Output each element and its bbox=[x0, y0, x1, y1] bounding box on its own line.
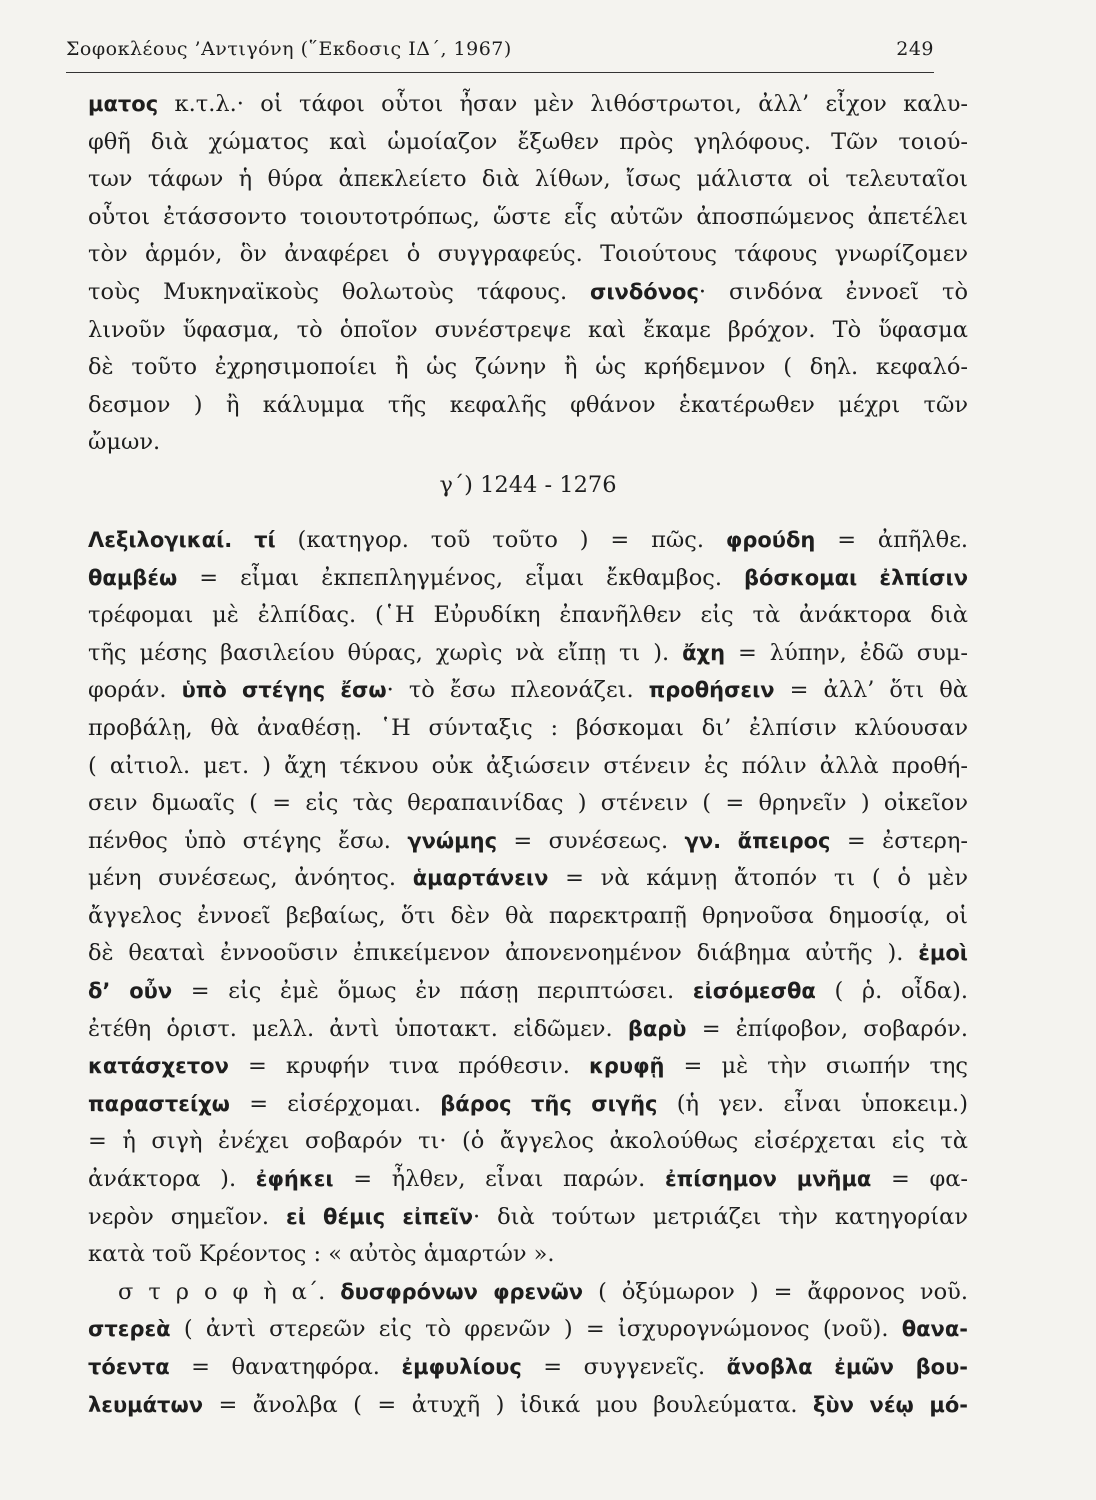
text-line: δ’ οὖν = εἰς ἐμὲ ὅμως ἐν πάσῃ περιπτώσει. εἰσόμεσθα ( ῥ. οἶδα). bbox=[88, 978, 968, 1005]
text-line: στερεὰ ( ἀντὶ στερεῶν εἰς τὸ φρενῶν ) = ἰσχυρογνώμονος (νοῦ). θανα- bbox=[88, 1316, 968, 1343]
lemma: τί bbox=[254, 527, 276, 552]
lemma: φρούδη bbox=[725, 527, 816, 552]
text-line: κατάσχετον = κρυφήν τινα πρόθεσιν. κρυφῇ = μὲ τὴν σιωπήν της bbox=[88, 1053, 968, 1080]
lemma: προθήσειν bbox=[648, 678, 775, 703]
lemma: ἁμαρτάνειν bbox=[412, 866, 549, 891]
lemma: κρυφῇ bbox=[588, 1054, 665, 1079]
text-line: φοράν. ὑπὸ στέγης ἔσω· τὸ ἔσω πλεονάζει. προθήσειν = ἀλλ’ ὅτι θὰ bbox=[88, 677, 968, 704]
text-line: λινοῦν ὕφασμα, τὸ ὁποῖον συνέστρεψε καὶ ἔκαμε βρόχον. Τὸ ὕφασμα bbox=[88, 316, 968, 343]
lemma: ἄνοβλα ἐμῶν βου- bbox=[726, 1355, 968, 1379]
lemma: ξὺν νέῳ μό- bbox=[813, 1392, 968, 1417]
text-line: σειν δμωαῖς ( = εἰς τὰς θεραπαινίδας ) στένειν ( = θρηνεῖν ) οἰκεῖον bbox=[88, 790, 968, 817]
lemma: βάρος τῆς σιγῆς bbox=[440, 1091, 658, 1116]
text-line: τόεντα = θανατηφόρα. ἐμφυλίους = συγγενεῖς. ἄνοβλα ἐμῶν βου- bbox=[88, 1354, 968, 1380]
lemma: ὑπὸ στέγης ἔσω bbox=[181, 678, 387, 703]
lemma: ἐπίσημον μνῆμα bbox=[664, 1167, 872, 1192]
lemma: γν. ἄπειρος bbox=[684, 828, 831, 853]
text-line: σ τ ρ ο φ ὴ α΄. δυσφρόνων φρενῶν ( ὀξύμωρον ) = ἄφρονος νοῦ. bbox=[118, 1278, 968, 1305]
lemma: θαμβέω bbox=[88, 565, 178, 590]
lemma: κατάσχετον bbox=[88, 1054, 229, 1079]
text-line: τοὺς Μυκηναϊκοὺς θολωτοὺς τάφους. σινδόνος· σινδόνα ἐννοεῖ τὸ bbox=[88, 278, 968, 305]
text-line: τῆς μέσης βασιλείου θύρας, χωρὶς νὰ εἴπῃ τι ). ἄχη = λύπην, ἐδῶ συμ- bbox=[88, 639, 968, 666]
text-line: μένη συνέσεως, ἀνόητος. ἁμαρτάνειν = νὰ κάμνῃ ἄτοπόν τι ( ὁ μὲν bbox=[88, 865, 968, 892]
lemma: Λεξιλογικαί. bbox=[88, 527, 233, 552]
text-line: παραστείχω = εἰσέρχομαι. βάρος τῆς σιγῆς (ἡ γεν. εἶναι ὑποκειμ.) bbox=[88, 1090, 968, 1117]
lemma: δ’ οὖν bbox=[88, 979, 173, 1004]
page-number: 249 bbox=[896, 38, 934, 60]
lemma: ἐμφυλίους bbox=[401, 1355, 522, 1379]
lemma: ἐμοὶ bbox=[918, 941, 968, 966]
lemma: παραστείχω bbox=[88, 1091, 230, 1116]
text-line: ἀνάκτορα ). ἐφήκει = ἦλθεν, εἶναι παρών. ἐπίσημον μνῆμα = φα- bbox=[88, 1166, 968, 1193]
lemma: βόσκομαι ἐλπίσιν bbox=[744, 565, 968, 590]
text-line: οὗτοι ἐτάσσοντο τοιουτοτρόπως, ὥστε εἷς αὐτῶν ἀποσπώμενος ἀπετέλει bbox=[88, 203, 968, 230]
text-line: δὲ τοῦτο ἐχρησιμοποίει ἢ ὡς ζώνην ἢ ὡς κρήδεμνον ( δηλ. κεφαλό- bbox=[88, 354, 968, 381]
lemma: τόεντα bbox=[88, 1355, 170, 1379]
lemma: σινδόνος bbox=[590, 279, 699, 304]
text-line: δὲ θεαταὶ ἐννοοῦσιν ἐπικείμενον ἀπονενοημένον διάβημα αὐτῆς ). ἐμοὶ bbox=[88, 940, 968, 967]
body-text bbox=[88, 86, 968, 1424]
lemma: εἰ θέμις εἰπεῖν bbox=[286, 1204, 473, 1229]
text-line: Λεξιλογικαί. τί (κατηγορ. τοῦ τοῦτο ) = πῶς. φρούδη = ἀπῆλθε. bbox=[88, 526, 968, 553]
text-line: φθῆ διὰ χώματος καὶ ὡμοίαζον ἔξωθεν πρὸς γηλόφους. Τῶν τοιού- bbox=[88, 128, 968, 155]
lemma: ἄχη bbox=[682, 640, 726, 665]
text-line: κατὰ τοῦ Κρέοντος : « αὐτὸς ἁμαρτών ». bbox=[88, 1241, 555, 1268]
text-line: ἐτέθη ὁριστ. μελλ. ἀντὶ ὑποτακτ. εἰδῶμεν. βαρὺ = ἐπίφοβον, σοβαρόν. bbox=[88, 1015, 968, 1042]
text-line: τρέφομαι μὲ ἐλπίδας. (῾Η Εὐρυδίκη ἐπανῆλθεν εἰς τὰ ἀνάκτορα διὰ bbox=[88, 602, 968, 629]
text-line: προβάλῃ, θὰ ἀναθέσῃ. ῾Η σύνταξις : βόσκομαι δι’ ἐλπίσιν κλύουσαν bbox=[88, 714, 968, 741]
text-line: νερὸν σημεῖον. εἰ θέμις εἰπεῖν· διὰ τούτων μετριάζει τὴν κατηγορίαν bbox=[88, 1203, 968, 1230]
lemma: στερεὰ bbox=[88, 1317, 171, 1342]
lemma: λευμάτων bbox=[88, 1392, 203, 1417]
lemma: ματος bbox=[88, 92, 159, 116]
text-line: = ἡ σιγὴ ἐνέχει σοβαρόν τι· (ὁ ἄγγελος ἀκολούθως εἰσέρχεται εἰς τὰ bbox=[88, 1128, 968, 1155]
lemma: δυσφρόνων φρενῶν bbox=[340, 1279, 584, 1304]
lemma: ἐφήκει bbox=[255, 1167, 334, 1192]
text-line: ἄγγελος ἐννοεῖ βεβαίως, ὅτι δὲν θὰ παρεκτραπῇ θρηνοῦσα δημοσίᾳ, οἱ bbox=[88, 902, 968, 929]
lemma: γνώμης bbox=[407, 828, 498, 853]
section-heading: γ΄) 1244 - 1276 bbox=[439, 471, 617, 498]
text-line: ( αἰτιολ. μετ. ) ἄχη τέκνου οὐκ ἀξιώσειν στένειν ἐς πόλιν ἀλλὰ προθή- bbox=[88, 752, 968, 779]
text-line: πένθος ὑπὸ στέγης ἔσω. γνώμης = συνέσεως. γν. ἄπειρος = ἐστερη- bbox=[88, 827, 968, 854]
text-line: τὸν ἁρμόν, ὃν ἀναφέρει ὁ συγγραφεύς. Τοιούτους τάφους γνωρίζομεν bbox=[88, 241, 968, 268]
text-line: των τάφων ἡ θύρα ἀπεκλείετο διὰ λίθων, ἴσως μάλιστα οἱ τελευταῖοι bbox=[88, 166, 968, 193]
text-line: ματος κ.τ.λ.· οἱ τάφοι οὗτοι ἦσαν μὲν λιθόστρωτοι, ἀλλ’ εἶχον καλυ- bbox=[88, 91, 968, 117]
text-line: θαμβέω = εἶμαι ἐκπεπληγμένος, εἶμαι ἔκθαμβος. βόσκομαι ἐλπίσιν bbox=[88, 564, 968, 591]
lemma: βαρὺ bbox=[627, 1016, 687, 1041]
text-line: λευμάτων = ἄνολβα ( = ἀτυχῆ ) ἰδικά μου βουλεύματα. ξὺν νέῳ μό- bbox=[88, 1391, 968, 1418]
lemma: εἰσόμεσθα bbox=[692, 979, 816, 1004]
running-title: Σοφοκλέους ’Αντιγόνη (῞Εκδοσις ΙΔ΄, 1967) bbox=[66, 38, 512, 60]
running-header bbox=[66, 38, 934, 72]
text-line: ὤμων. bbox=[88, 429, 161, 456]
text-line: δεσμον ) ἢ κάλυμμα τῆς κεφαλῆς φθάνον ἑκατέρωθεν μέχρι τῶν bbox=[88, 391, 968, 418]
lemma: θανα- bbox=[901, 1317, 968, 1342]
header-rule bbox=[66, 72, 934, 73]
